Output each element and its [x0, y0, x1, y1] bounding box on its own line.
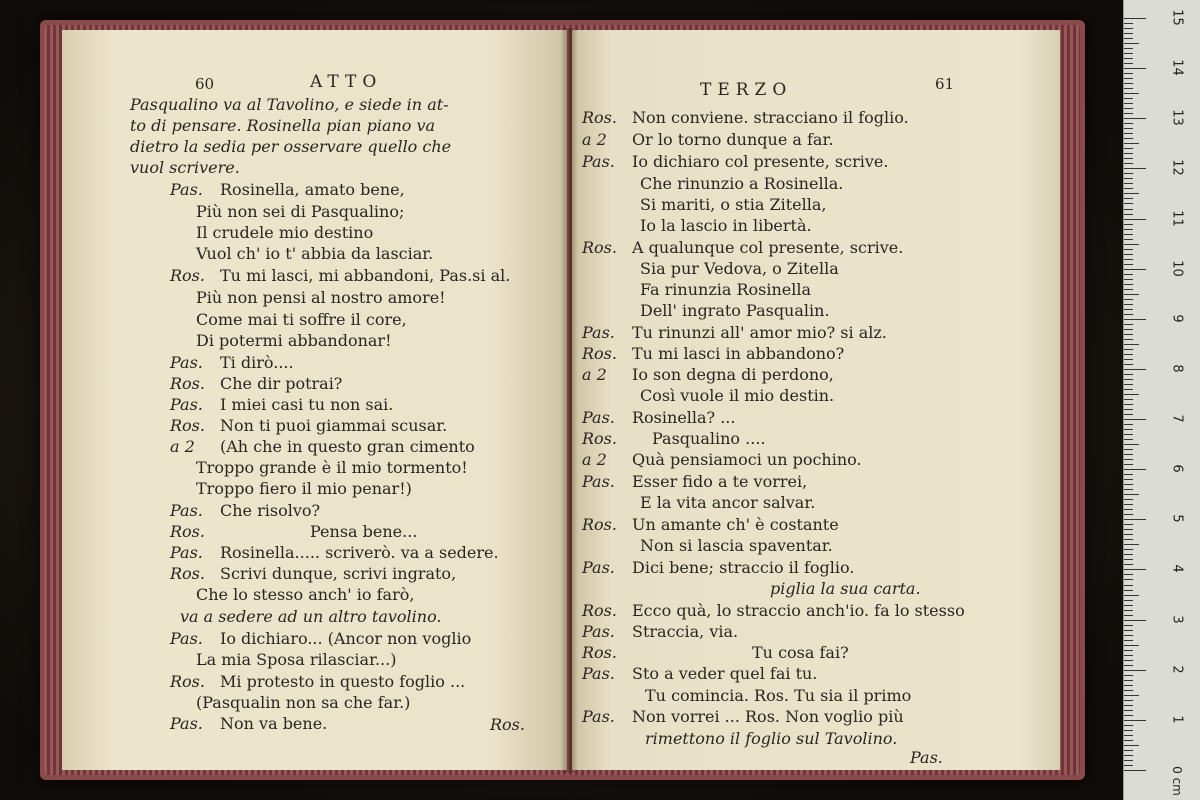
- ruler-tick: [1124, 384, 1133, 385]
- ruler-tick: [1124, 309, 1133, 310]
- speaker-label: Ros.: [170, 672, 205, 691]
- text-line: Quà pensiamoci un pochino.: [632, 450, 862, 469]
- ruler-tick: [1124, 153, 1133, 154]
- text-line: Fa rinunzia Rosinella: [640, 280, 812, 299]
- ruler-tick: [1124, 539, 1133, 540]
- text-line: Che lo stesso anch' io farò,: [196, 585, 415, 604]
- ruler-tick: [1124, 459, 1133, 460]
- ruler-tick: [1124, 574, 1133, 575]
- text-line: piglia la sua carta.: [770, 579, 921, 598]
- text-line: Rosinella, amato bene,: [220, 180, 405, 199]
- ruler-tick: [1124, 730, 1133, 731]
- ruler-tick: [1124, 28, 1133, 29]
- ruler-tick: [1124, 504, 1133, 505]
- text-line: Pensa bene...: [310, 522, 418, 541]
- ruler-tick: [1124, 244, 1139, 245]
- ruler-tick: [1124, 294, 1139, 295]
- ruler-tick: [1124, 434, 1133, 435]
- ruler-tick: [1124, 18, 1146, 19]
- ruler-tick: [1124, 188, 1133, 189]
- ruler-tick: [1124, 615, 1133, 616]
- text-line: Tu cosa fai?: [752, 643, 849, 662]
- measurement-ruler: [1123, 0, 1200, 800]
- ruler-number: 14: [1169, 59, 1185, 76]
- ruler-tick: [1124, 549, 1133, 550]
- ruler-tick: [1124, 284, 1133, 285]
- ruler-tick: [1124, 103, 1133, 104]
- ruler-tick: [1124, 88, 1133, 89]
- text-line: La mia Sposa rilasciar...): [196, 650, 397, 669]
- ruler-tick: [1124, 474, 1133, 475]
- ruler-tick: [1124, 645, 1139, 646]
- ruler-tick: [1124, 173, 1133, 174]
- text-line: Or lo torno dunque a far.: [632, 130, 834, 149]
- speaker-label: Pas.: [582, 664, 615, 683]
- ruler-tick: [1124, 128, 1133, 129]
- ruler-tick: [1124, 118, 1146, 119]
- ruler-tick: [1124, 43, 1139, 44]
- text-line: Io dichiaro col presente, scrive.: [632, 152, 889, 171]
- text-line: Il crudele mio destino: [196, 223, 374, 242]
- ruler-tick: [1124, 239, 1133, 240]
- ruler-tick: [1124, 429, 1133, 430]
- ruler-tick: [1124, 314, 1133, 315]
- ruler-tick: [1124, 209, 1133, 210]
- speaker-label: Ros.: [582, 601, 617, 620]
- text-line: Tu mi lasci, mi abbandoni, Pas.si al.: [220, 266, 511, 285]
- ruler-tick: [1124, 369, 1146, 370]
- text-line: Non si lascia spaventar.: [640, 536, 833, 555]
- ruler-tick: [1124, 349, 1133, 350]
- ruler-tick: [1124, 394, 1139, 395]
- ruler-tick: [1124, 113, 1133, 114]
- text-line: (Pasqualin non sa che far.): [196, 693, 411, 712]
- ruler-number: 13: [1169, 109, 1185, 127]
- text-line: Dell' ingrato Pasqualin.: [640, 301, 830, 320]
- text-line: to di pensare. Rosinella pian piano va: [130, 116, 436, 135]
- ruler-tick: [1124, 610, 1133, 611]
- text-line: Più non sei di Pasqualino;: [196, 202, 405, 221]
- ruler-number: 11: [1169, 209, 1185, 227]
- text-line: I miei casi tu non sai.: [220, 395, 394, 414]
- ruler-tick: [1124, 605, 1133, 606]
- speaker-label: Pas.: [170, 501, 203, 520]
- ruler-tick: [1124, 745, 1139, 746]
- ruler-tick: [1124, 259, 1133, 260]
- text-line: E la vita ancor salvar.: [640, 493, 816, 512]
- ruler-tick: [1124, 419, 1146, 420]
- ruler-tick: [1124, 705, 1133, 706]
- text-line: Io la lascio in libertà.: [640, 216, 812, 235]
- ruler-tick: [1124, 650, 1133, 651]
- ruler-tick: [1124, 735, 1133, 736]
- right-page-number: 61: [935, 75, 955, 93]
- speaker-label: Pas.: [170, 353, 203, 372]
- ruler-tick: [1124, 640, 1133, 641]
- speaker-label: Ros.: [170, 374, 205, 393]
- ruler-tick: [1124, 680, 1133, 681]
- speaker-label: Pas.: [582, 622, 615, 641]
- ruler-tick: [1124, 660, 1133, 661]
- ruler-tick: [1124, 344, 1139, 345]
- ruler-tick: [1124, 374, 1133, 375]
- ruler-tick: [1124, 544, 1139, 545]
- left-page-number: 60: [195, 75, 215, 93]
- ruler-number: 15: [1169, 9, 1185, 26]
- ruler-tick: [1124, 449, 1133, 450]
- ruler-tick: [1124, 198, 1133, 199]
- ruler-tick: [1124, 765, 1133, 766]
- speaker-label: a 2: [170, 437, 195, 456]
- right-running-head: TERZO: [700, 80, 793, 100]
- ruler-tick: [1124, 710, 1133, 711]
- text-line: Dici bene; straccio il foglio.: [632, 558, 855, 577]
- ruler-number: 6: [1169, 464, 1185, 473]
- ruler-tick: [1124, 409, 1133, 410]
- ruler-tick: [1124, 695, 1139, 696]
- speaker-label: Ros.: [170, 564, 205, 583]
- ruler-tick: [1124, 675, 1133, 676]
- ruler-tick: [1124, 334, 1133, 335]
- ruler-tick: [1124, 339, 1133, 340]
- ruler-tick: [1124, 364, 1133, 365]
- ruler-tick: [1124, 359, 1133, 360]
- speaker-label: Pas.: [582, 408, 615, 427]
- ruler-tick: [1124, 264, 1133, 265]
- text-line: Non vorrei ... Ros. Non voglio più: [632, 707, 904, 726]
- text-line: Che dir potrai?: [220, 374, 343, 393]
- speaker-label: Ros.: [582, 238, 617, 257]
- text-line: Più non pensi al nostro amore!: [196, 288, 446, 307]
- speaker-label: Ros.: [582, 643, 617, 662]
- speaker-label: Ros.: [582, 515, 617, 534]
- speaker-label: Ros.: [170, 416, 205, 435]
- speaker-label: Pas.: [582, 472, 615, 491]
- ruler-tick: [1124, 234, 1133, 235]
- ruler-tick: [1124, 770, 1146, 771]
- speaker-label: Pas.: [170, 714, 203, 733]
- ruler-tick: [1124, 484, 1133, 485]
- ruler-tick: [1124, 404, 1133, 405]
- ruler-tick: [1124, 229, 1133, 230]
- ruler-tick: [1124, 585, 1133, 586]
- ruler-number: 3: [1169, 614, 1185, 624]
- ruler-tick: [1124, 755, 1133, 756]
- text-line: dietro la sedia per osservare quello che: [130, 137, 452, 156]
- text-line: Io dichiaro... (Ancor non voglio: [220, 629, 472, 648]
- ruler-tick: [1124, 514, 1133, 515]
- speaker-label: Pas.: [170, 543, 203, 562]
- ruler-tick: [1124, 269, 1146, 270]
- ruler-tick: [1124, 329, 1133, 330]
- text-line: Tu comincia. Ros. Tu sia il primo: [645, 686, 912, 705]
- ruler-tick: [1124, 73, 1133, 74]
- speaker-label: a 2: [582, 450, 607, 469]
- ruler-tick: [1124, 83, 1133, 84]
- ruler-tick: [1124, 178, 1133, 179]
- ruler-tick: [1124, 454, 1133, 455]
- ruler-tick: [1124, 499, 1133, 500]
- text-line: Scrivi dunque, scrivi ingrato,: [220, 564, 457, 583]
- ruler-unit: 0 cm: [1170, 766, 1184, 796]
- ruler-tick: [1124, 595, 1139, 596]
- ruler-tick: [1124, 685, 1133, 686]
- text-line: Sia pur Vedova, o Zitella: [640, 259, 839, 278]
- right-catchword: Pas.: [910, 748, 943, 767]
- ruler-tick: [1124, 600, 1133, 601]
- ruler-tick: [1124, 108, 1133, 109]
- ruler-number: 4: [1169, 564, 1185, 574]
- ruler-tick: [1124, 214, 1133, 215]
- speaker-label: Pas.: [582, 323, 615, 342]
- speaker-label: a 2: [582, 365, 607, 384]
- ruler-tick: [1124, 63, 1133, 64]
- text-line: Un amante ch' è costante: [632, 515, 839, 534]
- speaker-label: Ros.: [582, 344, 617, 363]
- text-line: Non ti puoi giammai scusar.: [220, 416, 448, 435]
- ruler-tick: [1124, 534, 1133, 535]
- ruler-tick: [1124, 760, 1133, 761]
- ruler-tick: [1124, 163, 1133, 164]
- text-line: Ecco quà, lo straccio anch'io. fa lo stesso: [632, 601, 965, 620]
- text-line: Ti dirò....: [220, 353, 294, 372]
- ruler-tick: [1124, 665, 1133, 666]
- ruler-tick: [1124, 48, 1133, 49]
- ruler-tick: [1124, 33, 1133, 34]
- ruler-tick: [1124, 469, 1146, 470]
- ruler-tick: [1124, 564, 1133, 565]
- ruler-tick: [1124, 319, 1146, 320]
- ruler-tick: [1124, 630, 1133, 631]
- ruler-tick: [1124, 379, 1133, 380]
- ruler-tick: [1124, 203, 1133, 204]
- speaker-label: Ros.: [582, 108, 617, 127]
- ruler-tick: [1124, 354, 1133, 355]
- text-line: Così vuole il mio destin.: [640, 386, 835, 405]
- ruler-tick: [1124, 414, 1133, 415]
- ruler-tick: [1124, 579, 1133, 580]
- ruler-tick: [1124, 479, 1133, 480]
- text-line: Come mai ti soffre il core,: [196, 310, 407, 329]
- left-running-head: ATTO: [310, 72, 383, 92]
- ruler-tick: [1124, 670, 1146, 671]
- ruler-tick: [1124, 740, 1133, 741]
- ruler-number: 12: [1169, 159, 1185, 177]
- text-line: Troppo fiero il mio penar!): [196, 479, 412, 498]
- ruler-tick: [1124, 249, 1133, 250]
- speaker-label: Pas.: [170, 629, 203, 648]
- ruler-tick: [1124, 219, 1146, 220]
- ruler-tick: [1124, 559, 1133, 560]
- speaker-label: Pas.: [582, 152, 615, 171]
- ruler-tick: [1124, 289, 1133, 290]
- ruler-number: 2: [1169, 665, 1185, 674]
- text-line: Io son degna di perdono,: [632, 365, 834, 384]
- text-line: Tu rinunzi all' amor mio? si alz.: [632, 323, 887, 342]
- text-line: vuol scrivere.: [130, 158, 240, 177]
- speaker-label: Ros.: [582, 429, 617, 448]
- ruler-tick: [1124, 725, 1133, 726]
- ruler-tick: [1124, 38, 1133, 39]
- ruler-tick: [1124, 68, 1146, 69]
- ruler-tick: [1124, 193, 1139, 194]
- ruler-tick: [1124, 519, 1146, 520]
- ruler-tick: [1124, 304, 1133, 305]
- text-line: rimettono il foglio sul Tavolino.: [645, 729, 898, 748]
- ruler-tick: [1124, 700, 1133, 701]
- ruler-tick: [1124, 299, 1133, 300]
- speaker-label: Pas.: [582, 558, 615, 577]
- ruler-number: 8: [1169, 364, 1185, 373]
- text-line: va a sedere ad un altro tavolino.: [180, 607, 442, 626]
- ruler-tick: [1124, 53, 1133, 54]
- ruler-tick: [1124, 444, 1139, 445]
- text-line: Non conviene. stracciano il foglio.: [632, 108, 909, 127]
- ruler-tick: [1124, 554, 1133, 555]
- ruler-tick: [1124, 58, 1133, 59]
- ruler-number: 10: [1169, 259, 1185, 277]
- ruler-tick: [1124, 168, 1146, 169]
- ruler-number: 5: [1169, 514, 1185, 523]
- ruler-tick: [1124, 489, 1133, 490]
- ruler-tick: [1124, 324, 1133, 325]
- ruler-tick: [1124, 635, 1133, 636]
- text-line: Esser fido a te vorrei,: [632, 472, 808, 491]
- ruler-tick: [1124, 143, 1139, 144]
- text-line: Vuol ch' io t' abbia da lasciar.: [196, 244, 434, 263]
- speaker-label: a 2: [582, 130, 607, 149]
- ruler-tick: [1124, 98, 1133, 99]
- ruler-tick: [1124, 750, 1133, 751]
- speaker-label: Ros.: [170, 522, 205, 541]
- ruler-tick: [1124, 439, 1133, 440]
- left-catchword: Ros.: [490, 715, 525, 734]
- text-line: Tu mi lasci in abbandono?: [632, 344, 845, 363]
- ruler-tick: [1124, 254, 1133, 255]
- ruler-tick: [1124, 424, 1133, 425]
- ruler-tick: [1124, 509, 1133, 510]
- ruler-tick: [1124, 529, 1133, 530]
- ruler-tick: [1124, 158, 1133, 159]
- text-line: Si mariti, o stia Zitella,: [640, 195, 827, 214]
- text-line: Troppo grande è il mio tormento!: [196, 458, 468, 477]
- ruler-tick: [1124, 138, 1133, 139]
- ruler-tick: [1124, 494, 1139, 495]
- text-line: Rosinella? ...: [632, 408, 736, 427]
- ruler-tick: [1124, 123, 1133, 124]
- text-line: Di potermi abbandonar!: [196, 331, 392, 350]
- ruler-tick: [1124, 464, 1133, 465]
- ruler-tick: [1124, 620, 1146, 621]
- text-line: Straccia, via.: [632, 622, 739, 641]
- ruler-tick: [1124, 23, 1133, 24]
- text-line: Che risolvo?: [220, 501, 321, 520]
- ruler-tick: [1124, 715, 1133, 716]
- ruler-tick: [1124, 279, 1133, 280]
- speaker-label: Pas.: [170, 395, 203, 414]
- text-line: A qualunque col presente, scrive.: [632, 238, 904, 257]
- ruler-tick: [1124, 224, 1133, 225]
- speaker-label: Ros.: [170, 266, 205, 285]
- text-line: (Ah che in questo gran cimento: [220, 437, 475, 456]
- ruler-number: 7: [1169, 414, 1185, 423]
- ruler-tick: [1124, 133, 1133, 134]
- ruler-tick: [1124, 625, 1133, 626]
- ruler-tick: [1124, 78, 1133, 79]
- text-line: Rosinella..... scriverò. va a sedere.: [220, 543, 499, 562]
- ruler-number: 9: [1169, 314, 1185, 323]
- ruler-tick: [1124, 569, 1146, 570]
- ruler-tick: [1124, 655, 1133, 656]
- ruler-tick: [1124, 720, 1146, 721]
- text-line: Non va bene.: [220, 714, 328, 733]
- ruler-tick: [1124, 274, 1133, 275]
- ruler-tick: [1124, 399, 1133, 400]
- text-line: Sto a veder quel fai tu.: [632, 664, 818, 683]
- text-line: Pasqualino va al Tavolino, e siede in at-: [130, 95, 449, 114]
- text-line: Mi protesto in questo foglio ...: [220, 672, 466, 691]
- ruler-tick: [1124, 690, 1133, 691]
- ruler-tick: [1124, 389, 1133, 390]
- ruler-tick: [1124, 524, 1133, 525]
- ruler-tick: [1124, 148, 1133, 149]
- speaker-label: Pas.: [170, 180, 203, 199]
- ruler-tick: [1124, 183, 1133, 184]
- text-line: Che rinunzio a Rosinella.: [640, 174, 844, 193]
- ruler-number: 1: [1169, 715, 1185, 724]
- text-line: Pasqualino ....: [652, 429, 766, 448]
- ruler-tick: [1124, 93, 1139, 94]
- ruler-tick: [1124, 590, 1133, 591]
- speaker-label: Pas.: [582, 707, 615, 726]
